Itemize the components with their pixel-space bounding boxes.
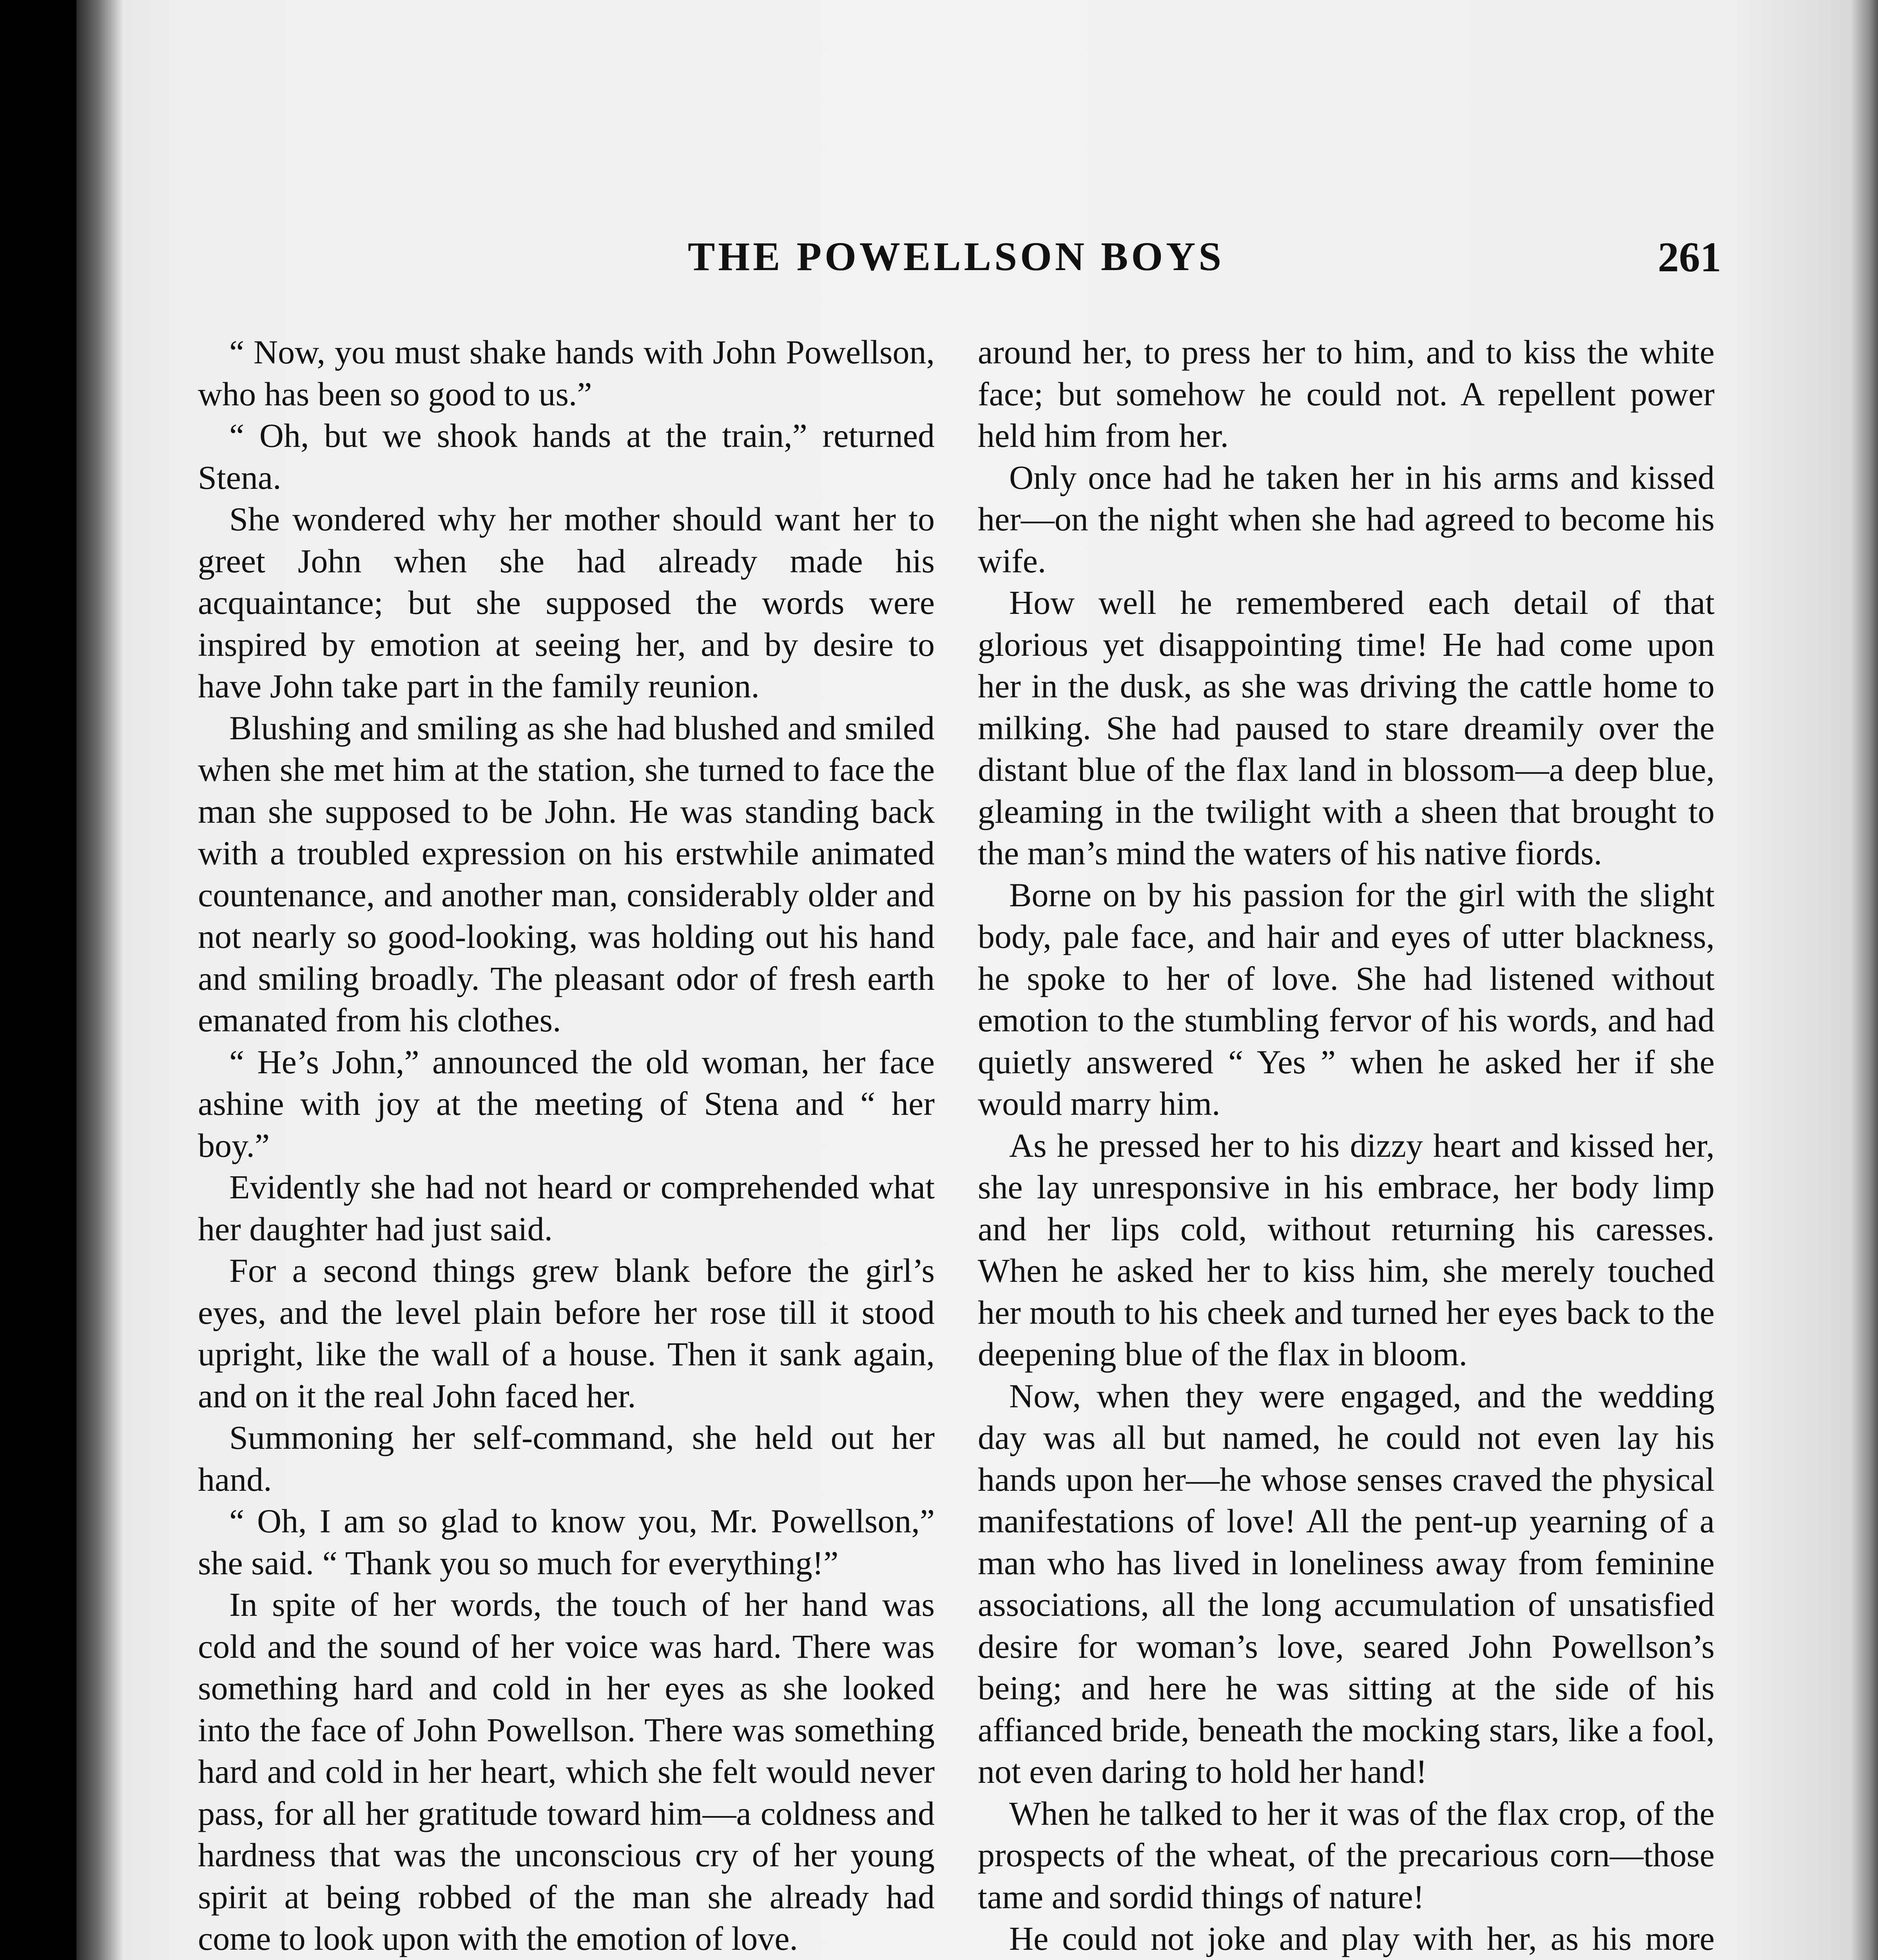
page-edge-shadow — [1851, 0, 1878, 1960]
paragraph: “ Oh, I am so glad to know you, Mr. Powellson,” she said. “ Thank you so much for everything!” — [198, 1502, 935, 1582]
paragraph: She wondered why her mother should want her to greet John when she had already made his acquaintance; but she supposed the words were inspired by emotion at seeing her, and by desire to have John take part in the family reunion. — [198, 500, 935, 705]
paragraph: Now, when they were engaged, and the wedding day was all but named, he could not even lay his hands upon her—he whose senses craved the physical manifestations of love! All the pent-up yearning of a man who has lived in loneliness away from feminine associations, all the long accumulation of unsatisfied desire for woman’s love, seared John Powellson’s being; and here he was sitting at the side of his affianced bride, beneath the mocking stars, like a fool, not even daring to hold her hand! — [978, 1377, 1715, 1790]
paragraph: For a second things grew blank before the girl’s eyes, and the level plain before her rose till it stood upright, like the wall of a house. Then it sank again, and on it the real John faced her. — [198, 1252, 935, 1415]
book-gutter-shadow — [76, 0, 123, 1960]
paragraph-continuation: around her, to press her to him, and to kiss the white face; but somehow he could not. A repellent power held him from her. — [978, 333, 1715, 454]
paragraph: “ He’s John,” announced the old woman, her face ashine with joy at the meeting of Stena and “ her boy.” — [198, 1043, 935, 1164]
page-number: 261 — [1658, 234, 1721, 281]
paragraph: “ Oh, but we shook hands at the train,” returned Stena. — [198, 417, 935, 496]
left-text-column — [198, 331, 935, 1960]
paragraph: Borne on by his passion for the girl with the slight body, pale face, and hair and eyes of utter blackness, he spoke to her of love. She had listened without emotion to the stumbling fervor of his words, and had quietly answered “ Yes ” when he asked her if she would marry him. — [978, 876, 1715, 1122]
paragraph: “ Now, you must shake hands with John Powellson, who has been so good to us.” — [198, 333, 935, 413]
right-text-column — [978, 331, 1715, 1960]
running-title: THE POWELLSON BOYS — [688, 234, 1225, 279]
paragraph: He could not joke and play with her, as his more — [1009, 1920, 1715, 1957]
paragraph: As he pressed her to his dizzy heart and kissed her, she lay unresponsive in his embrace, her body limp and her lips cold, without returning his caresses. When he asked her to kiss him, she merely touched her mouth to his cheek and turned her eyes back to the deepening blue of the flax in bloom. — [978, 1126, 1715, 1373]
paragraph: Only once had he taken her in his arms and kissed her—on the night when she had agreed to become his wife. — [978, 458, 1715, 580]
paragraph: Evidently she had not heard or comprehended what her daughter had just said. — [198, 1168, 935, 1248]
paragraph: In spite of her words, the touch of her hand was cold and the sound of her voice was hard. There was something hard and cold in her eyes as she looked into the face of John Powellson. There was something hard and cold in her heart, which she felt would never pass, for all her gratitude toward him—a coldness and hardness that was the unconscious cry of her young spirit at being robbed of the man she already had come to look upon with the emotion of love. — [198, 1586, 935, 1957]
paragraph: When he talked to her it was of the flax crop, of the prospects of the wheat, of the precarious corn—those tame and sordid things of nature! — [978, 1794, 1715, 1916]
paragraph: Summoning her self-command, she held out her hand. — [198, 1419, 935, 1498]
paragraph: How well he remembered each detail of that glorious yet disappointing time! He had come upon her in the dusk, as she was driving the cattle home to milking. She had paused to stare dreamily over the distant blue of the flax land in blossom—a deep blue, gleaming in the twilight with a sheen that brought to the man’s mind the waters of his native fiords. — [978, 584, 1715, 872]
paragraph: Blushing and smiling as she had blushed and smiled when she met him at the station, she turned to face the man she supposed to be John. He was standing back with a troubled expression on his erstwhile animated countenance, and another man, considerably older and not nearly so good-looking, was holding out his hand and smiling broadly. The pleasant odor of fresh earth emanated from his clothes. — [198, 709, 935, 1039]
